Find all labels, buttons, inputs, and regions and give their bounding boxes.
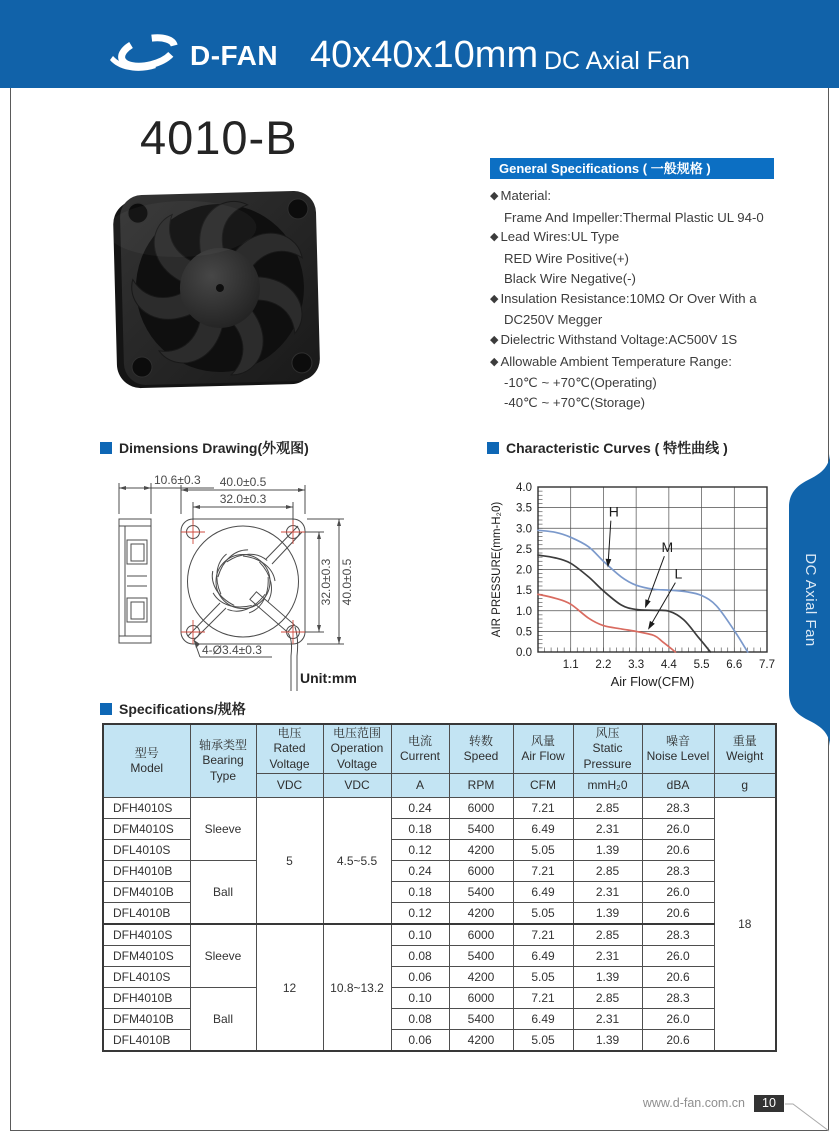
current-cell: 0.06 — [391, 1030, 449, 1052]
air-flow-cell: 6.49 — [513, 946, 573, 967]
spec-item-text: Frame And Impeller:Thermal Plastic UL 94-0 — [504, 209, 764, 225]
air-flow-cell: 7.21 — [513, 988, 573, 1009]
air-flow-cell: 6.49 — [513, 819, 573, 840]
noise-cell: 20.6 — [642, 903, 714, 925]
y-tick-label: 2.5 — [516, 543, 532, 556]
rated-voltage-cell: 12 — [256, 924, 323, 1051]
blue-square-icon — [100, 442, 112, 454]
column-unit: g — [714, 774, 776, 798]
current-cell: 0.10 — [391, 924, 449, 946]
model-cell: DFH4010S — [103, 798, 190, 819]
model-cell: DFH4010S — [103, 924, 190, 946]
column-header: 重量 Weight — [714, 724, 776, 774]
bearing-cell: Sleeve — [190, 924, 256, 988]
model-cell: DFL4010B — [103, 1030, 190, 1052]
column-header: 风量 Air Flow — [513, 724, 573, 774]
spec-item — [490, 227, 825, 249]
y-tick-label: 1.5 — [516, 585, 532, 598]
static-pressure-cell: 2.31 — [573, 819, 642, 840]
table-row — [103, 924, 776, 946]
column-header: 轴承类型 Bearing Type — [190, 724, 256, 798]
current-cell: 0.12 — [391, 903, 449, 925]
current-cell: 0.24 — [391, 861, 449, 882]
diamond-bullet-icon: ◆ — [490, 333, 499, 346]
spec-item — [490, 352, 825, 374]
dimensions-section-title: Dimensions Drawing(外观图) — [100, 438, 309, 458]
model-cell: DFL4010S — [103, 967, 190, 988]
general-specs-header: General Specifications ( 一般规格 ) — [490, 158, 774, 179]
model-cell: DFH4010B — [103, 988, 190, 1009]
column-unit: VDC — [256, 774, 323, 798]
noise-cell: 20.6 — [642, 840, 714, 861]
spec-item — [490, 289, 825, 311]
bearing-cell: Ball — [190, 861, 256, 925]
x-tick-label: 6.6 — [726, 659, 743, 671]
spec-item-text: -40℃ ~ +70℃(Storage) — [504, 395, 646, 411]
spec-item — [490, 208, 825, 228]
column-header: 电压 Rated Voltage — [256, 724, 323, 774]
column-header: 噪音 Noise Level — [642, 724, 714, 774]
y-tick-label: 0.0 — [516, 647, 532, 659]
x-axis-label: Air Flow(CFM) — [610, 674, 695, 689]
static-pressure-cell: 2.85 — [573, 924, 642, 946]
x-tick-label: 1.1 — [562, 659, 579, 671]
annotation-arrow-line — [608, 521, 611, 566]
page-number-badge: 10 — [754, 1095, 784, 1112]
speed-cell: 5400 — [449, 946, 513, 967]
curve-label-H: H — [608, 503, 619, 520]
dim-outer-width: 40.0±0.5 — [219, 475, 267, 489]
blue-square-icon — [100, 703, 112, 715]
dim-outer-height: 40.0±0.5 — [340, 558, 354, 606]
specifications-table — [102, 723, 777, 1052]
model-cell: DFM4010S — [103, 819, 190, 840]
column-unit: VDC — [323, 774, 391, 798]
column-header: 电压范围 Operation Voltage — [323, 724, 391, 774]
column-header: 型号 Model — [103, 724, 190, 798]
spec-item — [490, 249, 825, 269]
y-tick-label: 2.0 — [516, 564, 532, 577]
general-specs-list — [490, 186, 825, 413]
y-tick-label: 0.5 — [516, 626, 532, 639]
dimensions-drawing — [104, 460, 474, 700]
brand-name: D-FAN — [190, 40, 279, 71]
speed-cell: 6000 — [449, 798, 513, 819]
air-flow-cell: 5.05 — [513, 1030, 573, 1052]
spec-item-text: Material: — [500, 188, 552, 203]
column-header: 转数 Speed — [449, 724, 513, 774]
curve-label-M: M — [661, 539, 674, 556]
noise-cell: 26.0 — [642, 946, 714, 967]
spec-item — [490, 373, 825, 393]
y-tick-label: 3.5 — [516, 502, 532, 515]
speed-cell: 6000 — [449, 924, 513, 946]
static-pressure-cell: 1.39 — [573, 967, 642, 988]
table-row — [103, 861, 776, 882]
header-size-text: 40x40x10mm — [310, 34, 539, 76]
model-cell: DFM4010S — [103, 946, 190, 967]
air-flow-cell: 7.21 — [513, 924, 573, 946]
air-flow-cell: 7.21 — [513, 861, 573, 882]
spec-item-text: Insulation Resistance:10MΩ Or Over With a — [500, 290, 757, 306]
model-title: 4010-B — [140, 111, 298, 164]
dim-holes: 4-Ø3.4±0.3 — [202, 643, 262, 657]
noise-cell: 26.0 — [642, 819, 714, 840]
column-unit: dBA — [642, 774, 714, 798]
model-cell: DFH4010B — [103, 861, 190, 882]
annotation-arrowhead — [645, 599, 651, 608]
x-tick-label: 5.5 — [693, 659, 710, 671]
current-cell: 0.18 — [391, 882, 449, 903]
air-flow-cell: 6.49 — [513, 1009, 573, 1030]
side-tab — [789, 452, 830, 748]
speed-cell: 4200 — [449, 1030, 513, 1052]
current-cell: 0.24 — [391, 798, 449, 819]
speed-cell: 5400 — [449, 1009, 513, 1030]
static-pressure-cell: 2.31 — [573, 882, 642, 903]
curves-section-title: Characteristic Curves ( 特性曲线 ) — [487, 438, 728, 458]
diamond-bullet-icon: ◆ — [490, 231, 499, 244]
side-tab-label: DC Axial Fan — [802, 553, 819, 647]
current-cell: 0.12 — [391, 840, 449, 861]
spec-item-text: Dielectric Withstand Voltage:AC500V 1S — [500, 331, 738, 347]
spec-item-text: Lead Wires:UL Type — [500, 229, 620, 245]
spec-item-text: RED Wire Positive(+) — [504, 251, 629, 267]
air-flow-cell: 5.05 — [513, 840, 573, 861]
speed-cell: 4200 — [449, 903, 513, 925]
current-cell: 0.08 — [391, 946, 449, 967]
model-cell: DFL4010S — [103, 840, 190, 861]
dim-hole-pitch-v: 32.0±0.3 — [319, 558, 333, 606]
header-banner — [0, 0, 839, 88]
diamond-bullet-icon: ◆ — [490, 190, 499, 202]
x-tick-label: 4.4 — [660, 659, 677, 671]
static-pressure-cell: 2.85 — [573, 861, 642, 882]
table-row — [103, 798, 776, 819]
characteristic-curves-chart — [487, 460, 789, 696]
dfan-logo-icon — [106, 30, 186, 76]
corner-line — [784, 1100, 830, 1132]
noise-cell: 28.3 — [642, 798, 714, 819]
spec-table-section-title: Specifications/规格 — [100, 699, 246, 719]
column-unit: RPM — [449, 774, 513, 798]
spec-item — [490, 269, 825, 289]
dim-thickness: 10.6±0.3 — [154, 473, 201, 487]
y-tick-label: 1.0 — [516, 605, 532, 618]
speed-cell: 6000 — [449, 861, 513, 882]
diamond-bullet-icon: ◆ — [490, 292, 499, 305]
column-header: 电流 Current — [391, 724, 449, 774]
column-unit: CFM — [513, 774, 573, 798]
air-flow-cell: 6.49 — [513, 882, 573, 903]
noise-cell: 28.3 — [642, 861, 714, 882]
model-cell: DFM4010B — [103, 1009, 190, 1030]
operation-voltage-cell: 4.5~5.5 — [323, 798, 391, 925]
table-header-row — [103, 724, 776, 774]
speed-cell: 6000 — [449, 988, 513, 1009]
static-pressure-cell: 1.39 — [573, 840, 642, 861]
y-tick-label: 4.0 — [516, 482, 532, 494]
weight-cell: 18 — [714, 798, 776, 1052]
bearing-cell: Ball — [190, 988, 256, 1052]
footer-url: www.d-fan.com.cn — [642, 1096, 745, 1110]
spec-item-text: DC250V Megger — [504, 312, 603, 328]
x-tick-label: 7.7 — [759, 659, 775, 671]
static-pressure-cell: 2.31 — [573, 1009, 642, 1030]
speed-cell: 5400 — [449, 819, 513, 840]
static-pressure-cell: 1.39 — [573, 1030, 642, 1052]
static-pressure-cell: 2.85 — [573, 988, 642, 1009]
x-tick-label: 2.2 — [595, 659, 612, 671]
operation-voltage-cell: 10.8~13.2 — [323, 924, 391, 1051]
noise-cell: 28.3 — [642, 924, 714, 946]
curve-label-L: L — [674, 565, 683, 582]
spec-item-text: Allowable Ambient Temperature Range: — [500, 353, 732, 369]
y-tick-label: 3.0 — [516, 523, 532, 536]
noise-cell: 20.6 — [642, 1030, 714, 1052]
annotation-arrow-line — [646, 556, 665, 606]
noise-cell: 26.0 — [642, 1009, 714, 1030]
rated-voltage-cell: 5 — [256, 798, 323, 925]
spec-item — [490, 393, 825, 413]
air-flow-cell: 5.05 — [513, 967, 573, 988]
speed-cell: 4200 — [449, 967, 513, 988]
unit-label: Unit:mm — [300, 670, 357, 686]
static-pressure-cell: 2.85 — [573, 798, 642, 819]
column-header: 风压 Static Pressure — [573, 724, 642, 774]
x-tick-label: 3.3 — [628, 659, 645, 671]
air-flow-cell: 7.21 — [513, 798, 573, 819]
table-row — [103, 988, 776, 1009]
noise-cell: 20.6 — [642, 967, 714, 988]
static-pressure-cell: 2.31 — [573, 946, 642, 967]
spec-item — [490, 330, 825, 352]
model-cell: DFM4010B — [103, 882, 190, 903]
column-unit: A — [391, 774, 449, 798]
model-cell: DFL4010B — [103, 903, 190, 925]
spec-item — [490, 186, 825, 208]
static-pressure-cell: 1.39 — [573, 903, 642, 925]
curve-L — [538, 594, 675, 652]
bearing-cell: Sleeve — [190, 798, 256, 861]
current-cell: 0.08 — [391, 1009, 449, 1030]
dim-hole-pitch-h: 32.0±0.3 — [219, 492, 267, 506]
air-flow-cell: 5.05 — [513, 903, 573, 925]
spec-item-text: Black Wire Negative(-) — [504, 270, 636, 286]
noise-cell: 28.3 — [642, 988, 714, 1009]
annotation-arrowhead — [648, 621, 655, 630]
current-cell: 0.06 — [391, 967, 449, 988]
diamond-bullet-icon: ◆ — [490, 355, 499, 368]
blue-square-icon — [487, 442, 499, 454]
y-axis-label: AIR PRESSURE(mm-H₂0) — [491, 501, 503, 638]
header-product-text: DC Axial Fan — [544, 47, 690, 75]
spec-item — [490, 310, 825, 330]
fan-product-image — [113, 190, 325, 390]
column-unit: mmH₂0 — [573, 774, 642, 798]
speed-cell: 5400 — [449, 882, 513, 903]
current-cell: 0.18 — [391, 819, 449, 840]
speed-cell: 4200 — [449, 840, 513, 861]
noise-cell: 26.0 — [642, 882, 714, 903]
current-cell: 0.10 — [391, 988, 449, 1009]
spec-item-text: -10℃ ~ +70℃(Operating) — [504, 375, 657, 391]
